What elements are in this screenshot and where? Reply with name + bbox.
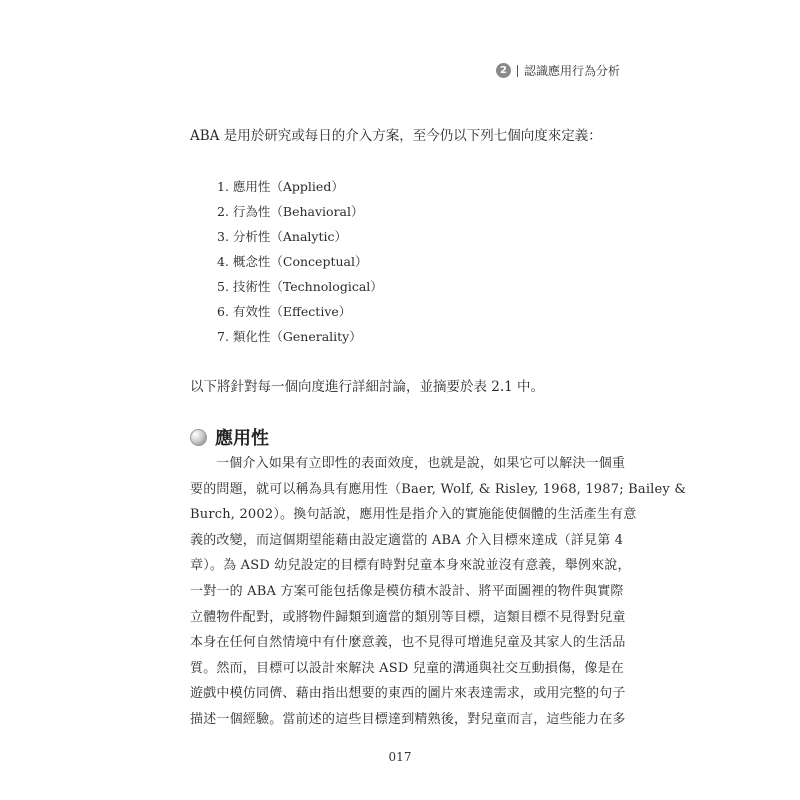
paragraph-line: 章）。為 ASD 幼兒設定的目標有時對兒童本身來說並沒有意義，舉例來說， (190, 558, 631, 574)
chapter-number-badge: 2 (496, 63, 511, 78)
paragraph-line: 本身在任何自然情境中有什麼意義，也不見得可增進兒童及其家人的生活品 (190, 635, 626, 651)
paragraph-line: Burch, 2002）。換句話說，應用性是指介入的實施能使個體的生活產生有意 (190, 507, 637, 523)
paragraph-line: 一對一的 ABA 方案可能包括像是模仿積木設計、將平面圖裡的物件與實際 (190, 583, 624, 599)
paragraph-line: 一個介入如果有立即性的表面效度，也就是說，如果它可以解決一個重 (216, 456, 626, 471)
paragraph-line: 立體物件配對，或將物件歸類到適當的類別等目標，這類目標不見得對兒童 (190, 609, 626, 625)
section-heading (190, 424, 269, 450)
section-paragraph (190, 451, 687, 733)
summary-sentence: 以下將針對每一個向度進行詳細討論，並摘要於表 2.1 中。 (190, 379, 545, 395)
dimension-item: 6. 有效性（Effective） (217, 304, 352, 319)
dimension-item: 4. 概念性（Conceptual） (217, 254, 368, 269)
dimension-item: 1. 應用性（Applied） (217, 179, 344, 194)
paragraph-line: 遊戲中模仿同儕、藉由指出想要的東西的圖片來表達需求，或用完整的句子 (190, 686, 626, 702)
paragraph-line: 要的問題，就可以稱為具有應用性（Baer, Wolf, & Risley, 1968, 1987; Bailey & (190, 481, 687, 497)
intro-sentence: ABA 是用於研究或每日的介入方案，至今仍以下列七個向度來定義： (190, 128, 602, 144)
dimension-item: 5. 技術性（Technological） (217, 279, 383, 294)
dimension-item: 7. 類化性（Generality） (217, 329, 362, 344)
section-title: 應用性 (215, 428, 269, 449)
page-number: 017 (388, 750, 412, 764)
running-header (496, 62, 620, 79)
dimension-item: 2. 行為性（Behavioral） (217, 204, 364, 219)
chapter-title: 認識應用行為分析 (523, 64, 620, 78)
paragraph-line: 質。然而，目標可以設計來解決 ASD 兒童的溝通與社交互動損傷，像是在 (190, 660, 624, 676)
bullet-circle-icon (190, 429, 207, 446)
paragraph-line: 義的改變，而這個期望能藉由設定適當的 ABA 介入目標來達成（詳見第 4 (190, 532, 624, 548)
header-divider (517, 65, 518, 77)
dimension-list (217, 174, 383, 349)
dimension-item: 3. 分析性（Analytic） (217, 229, 348, 244)
paragraph-line: 描述一個經驗。當前述的這些目標達到精熟後，對兒童而言，這些能力在多 (190, 711, 626, 727)
